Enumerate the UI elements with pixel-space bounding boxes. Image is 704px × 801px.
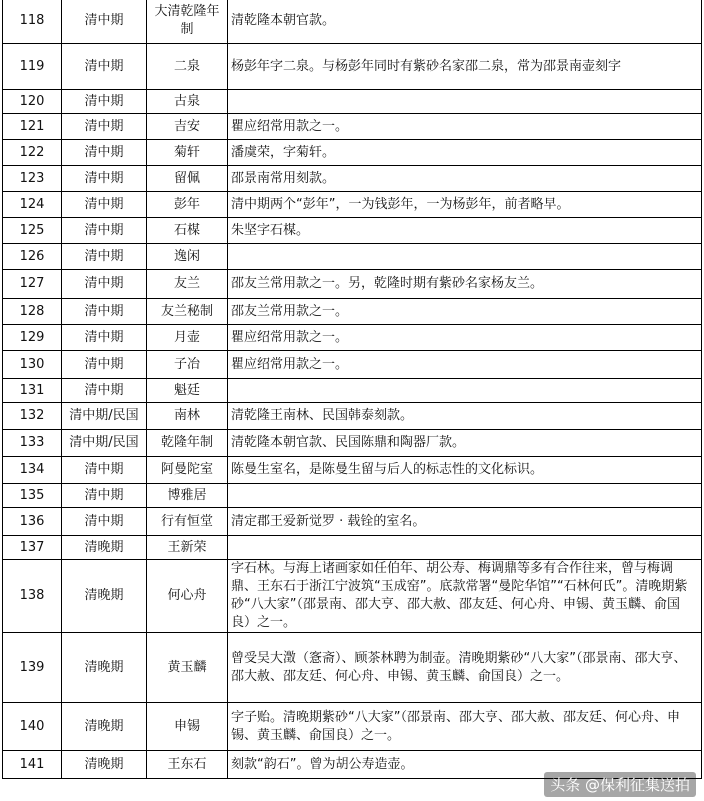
- row-era: 清中期: [62, 484, 147, 508]
- row-era: 清中期: [62, 140, 147, 166]
- row-era: 清中期: [62, 114, 147, 140]
- row-mark: 大清乾隆年制: [147, 0, 228, 44]
- row-note: 朱坚字石楳。: [228, 218, 702, 244]
- row-era: 清晚期: [62, 560, 147, 633]
- row-note: 瞿应绍常用款之一。: [228, 351, 702, 379]
- row-number: 122: [3, 140, 62, 166]
- row-number: 134: [3, 457, 62, 484]
- row-era: 清中期: [62, 379, 147, 403]
- row-mark: 二泉: [147, 44, 228, 90]
- table-row: [3, 244, 702, 270]
- row-number: 141: [3, 751, 62, 779]
- row-number: 137: [3, 536, 62, 560]
- row-number: 118: [3, 0, 62, 44]
- row-note: 清定郡王爱新觉罗 · 载铨的室名。: [228, 508, 702, 536]
- row-era: 清中期: [62, 299, 147, 325]
- row-number: 138: [3, 560, 62, 633]
- row-note: 字子贻。清晚期紫砂“八大家”（邵景南、邵大亨、邵大赦、邵友廷、何心舟、申锡、黄玉麟、俞国良）之一。: [228, 703, 702, 751]
- table-row: [3, 351, 702, 379]
- table-row: [3, 166, 702, 192]
- row-note: 陈曼生室名，是陈曼生留与后人的标志性的文化标识。: [228, 457, 702, 484]
- row-number: 123: [3, 166, 62, 192]
- row-mark: 留佩: [147, 166, 228, 192]
- row-number: 140: [3, 703, 62, 751]
- row-note: 曾受吴大澂（愙斋）、顾茶林聘为制壶。清晚期紫砂“八大家”（邵景南、邵大亨、邵大赦、邵友廷、何心舟、申锡、黄玉麟、俞国良）之一。: [228, 633, 702, 703]
- table-row: [3, 703, 702, 751]
- row-mark: 王东石: [147, 751, 228, 779]
- potter-mark-table: [2, 0, 702, 779]
- table-row: [3, 633, 702, 703]
- table-row: [3, 379, 702, 403]
- table-row: [3, 192, 702, 218]
- row-mark: 黄玉麟: [147, 633, 228, 703]
- row-number: 125: [3, 218, 62, 244]
- row-note: 瞿应绍常用款之一。: [228, 114, 702, 140]
- table-row: [3, 0, 702, 44]
- row-note: 清中期两个“彭年”，一为钱彭年，一为杨彭年，前者略早。: [228, 192, 702, 218]
- row-number: 126: [3, 244, 62, 270]
- row-era: 清中期: [62, 44, 147, 90]
- row-note: 清乾隆本朝官款。: [228, 0, 702, 44]
- row-note: [228, 90, 702, 114]
- row-note: 刻款“韵石”。曾为胡公寿造壶。: [228, 751, 702, 779]
- row-mark: 菊轩: [147, 140, 228, 166]
- row-note: 杨彭年字二泉。与杨彭年同时有紫砂名家邵二泉，常为邵景南壶刻字: [228, 44, 702, 90]
- row-number: 129: [3, 325, 62, 351]
- row-era: 清中期: [62, 325, 147, 351]
- row-number: 119: [3, 44, 62, 90]
- row-era: 清中期: [62, 192, 147, 218]
- row-number: 139: [3, 633, 62, 703]
- table-row: [3, 44, 702, 90]
- row-number: 124: [3, 192, 62, 218]
- row-era: 清中期: [62, 351, 147, 379]
- table-body: [3, 0, 702, 779]
- table-row: [3, 536, 702, 560]
- row-mark: 彭年: [147, 192, 228, 218]
- row-mark: 吉安: [147, 114, 228, 140]
- row-era: 清中期: [62, 0, 147, 44]
- row-mark: 申锡: [147, 703, 228, 751]
- row-number: 121: [3, 114, 62, 140]
- row-note: 清乾隆本朝官款、民国陈鼎和陶器厂款。: [228, 430, 702, 457]
- row-mark: 友兰: [147, 270, 228, 299]
- row-number: 120: [3, 90, 62, 114]
- row-note: 邵友兰常用款之一。另，乾隆时期有紫砂名家杨友兰。: [228, 270, 702, 299]
- row-era: 清中期: [62, 508, 147, 536]
- row-mark: 石楳: [147, 218, 228, 244]
- row-era: 清晚期: [62, 536, 147, 560]
- table-row: [3, 114, 702, 140]
- row-note: 瞿应绍常用款之一。: [228, 325, 702, 351]
- row-number: 131: [3, 379, 62, 403]
- row-note: 潘虞荣，字菊轩。: [228, 140, 702, 166]
- row-era: 清中期: [62, 457, 147, 484]
- table-row: [3, 218, 702, 244]
- row-mark: 逸闲: [147, 244, 228, 270]
- row-note: [228, 379, 702, 403]
- row-note: [228, 536, 702, 560]
- row-era: 清中期/民国: [62, 403, 147, 430]
- row-era: 清晚期: [62, 751, 147, 779]
- row-mark: 古泉: [147, 90, 228, 114]
- row-number: 127: [3, 270, 62, 299]
- row-era: 清晚期: [62, 703, 147, 751]
- table-row: [3, 270, 702, 299]
- table-row: [3, 299, 702, 325]
- row-era: 清中期: [62, 90, 147, 114]
- row-number: 135: [3, 484, 62, 508]
- row-mark: 魁廷: [147, 379, 228, 403]
- table-row: [3, 484, 702, 508]
- row-note: 清乾隆王南林、民国韩泰刻款。: [228, 403, 702, 430]
- row-note: 字石林。与海上诸画家如任伯年、胡公寿、梅调鼎等多有合作往来，曾与梅调鼎、王东石于浙江宁波筑“玉成窑”。底款常署“曼陀华馆”“石林何氏”。清晚期紫砂“八大家”（邵景南、邵大亨、邵大赦、邵友廷、何心舟、申锡、黄玉麟、俞国良）之一。: [228, 560, 702, 633]
- row-era: 清中期/民国: [62, 430, 147, 457]
- table-row: [3, 508, 702, 536]
- row-note: 邵友兰常用款之一。: [228, 299, 702, 325]
- row-era: 清中期: [62, 166, 147, 192]
- row-mark: 行有恒堂: [147, 508, 228, 536]
- row-era: 清中期: [62, 218, 147, 244]
- row-mark: 友兰秘制: [147, 299, 228, 325]
- row-mark: 何心舟: [147, 560, 228, 633]
- row-era: 清晚期: [62, 633, 147, 703]
- table-row: [3, 560, 702, 633]
- table-row: [3, 457, 702, 484]
- row-number: 128: [3, 299, 62, 325]
- row-note: [228, 484, 702, 508]
- table-row: [3, 403, 702, 430]
- table-row: [3, 325, 702, 351]
- table-row: [3, 430, 702, 457]
- row-note: 邵景南常用刻款。: [228, 166, 702, 192]
- row-number: 132: [3, 403, 62, 430]
- row-mark: 南林: [147, 403, 228, 430]
- row-mark: 博雅居: [147, 484, 228, 508]
- row-note: [228, 244, 702, 270]
- row-mark: 月壶: [147, 325, 228, 351]
- watermark: 头条 @保利征集送拍: [544, 772, 696, 797]
- row-era: 清中期: [62, 270, 147, 299]
- row-era: 清中期: [62, 244, 147, 270]
- row-mark: 阿曼陀室: [147, 457, 228, 484]
- row-mark: 子冶: [147, 351, 228, 379]
- row-number: 133: [3, 430, 62, 457]
- table-row: [3, 90, 702, 114]
- table-row: [3, 140, 702, 166]
- row-mark: 王新荣: [147, 536, 228, 560]
- row-number: 130: [3, 351, 62, 379]
- row-mark: 乾隆年制: [147, 430, 228, 457]
- row-number: 136: [3, 508, 62, 536]
